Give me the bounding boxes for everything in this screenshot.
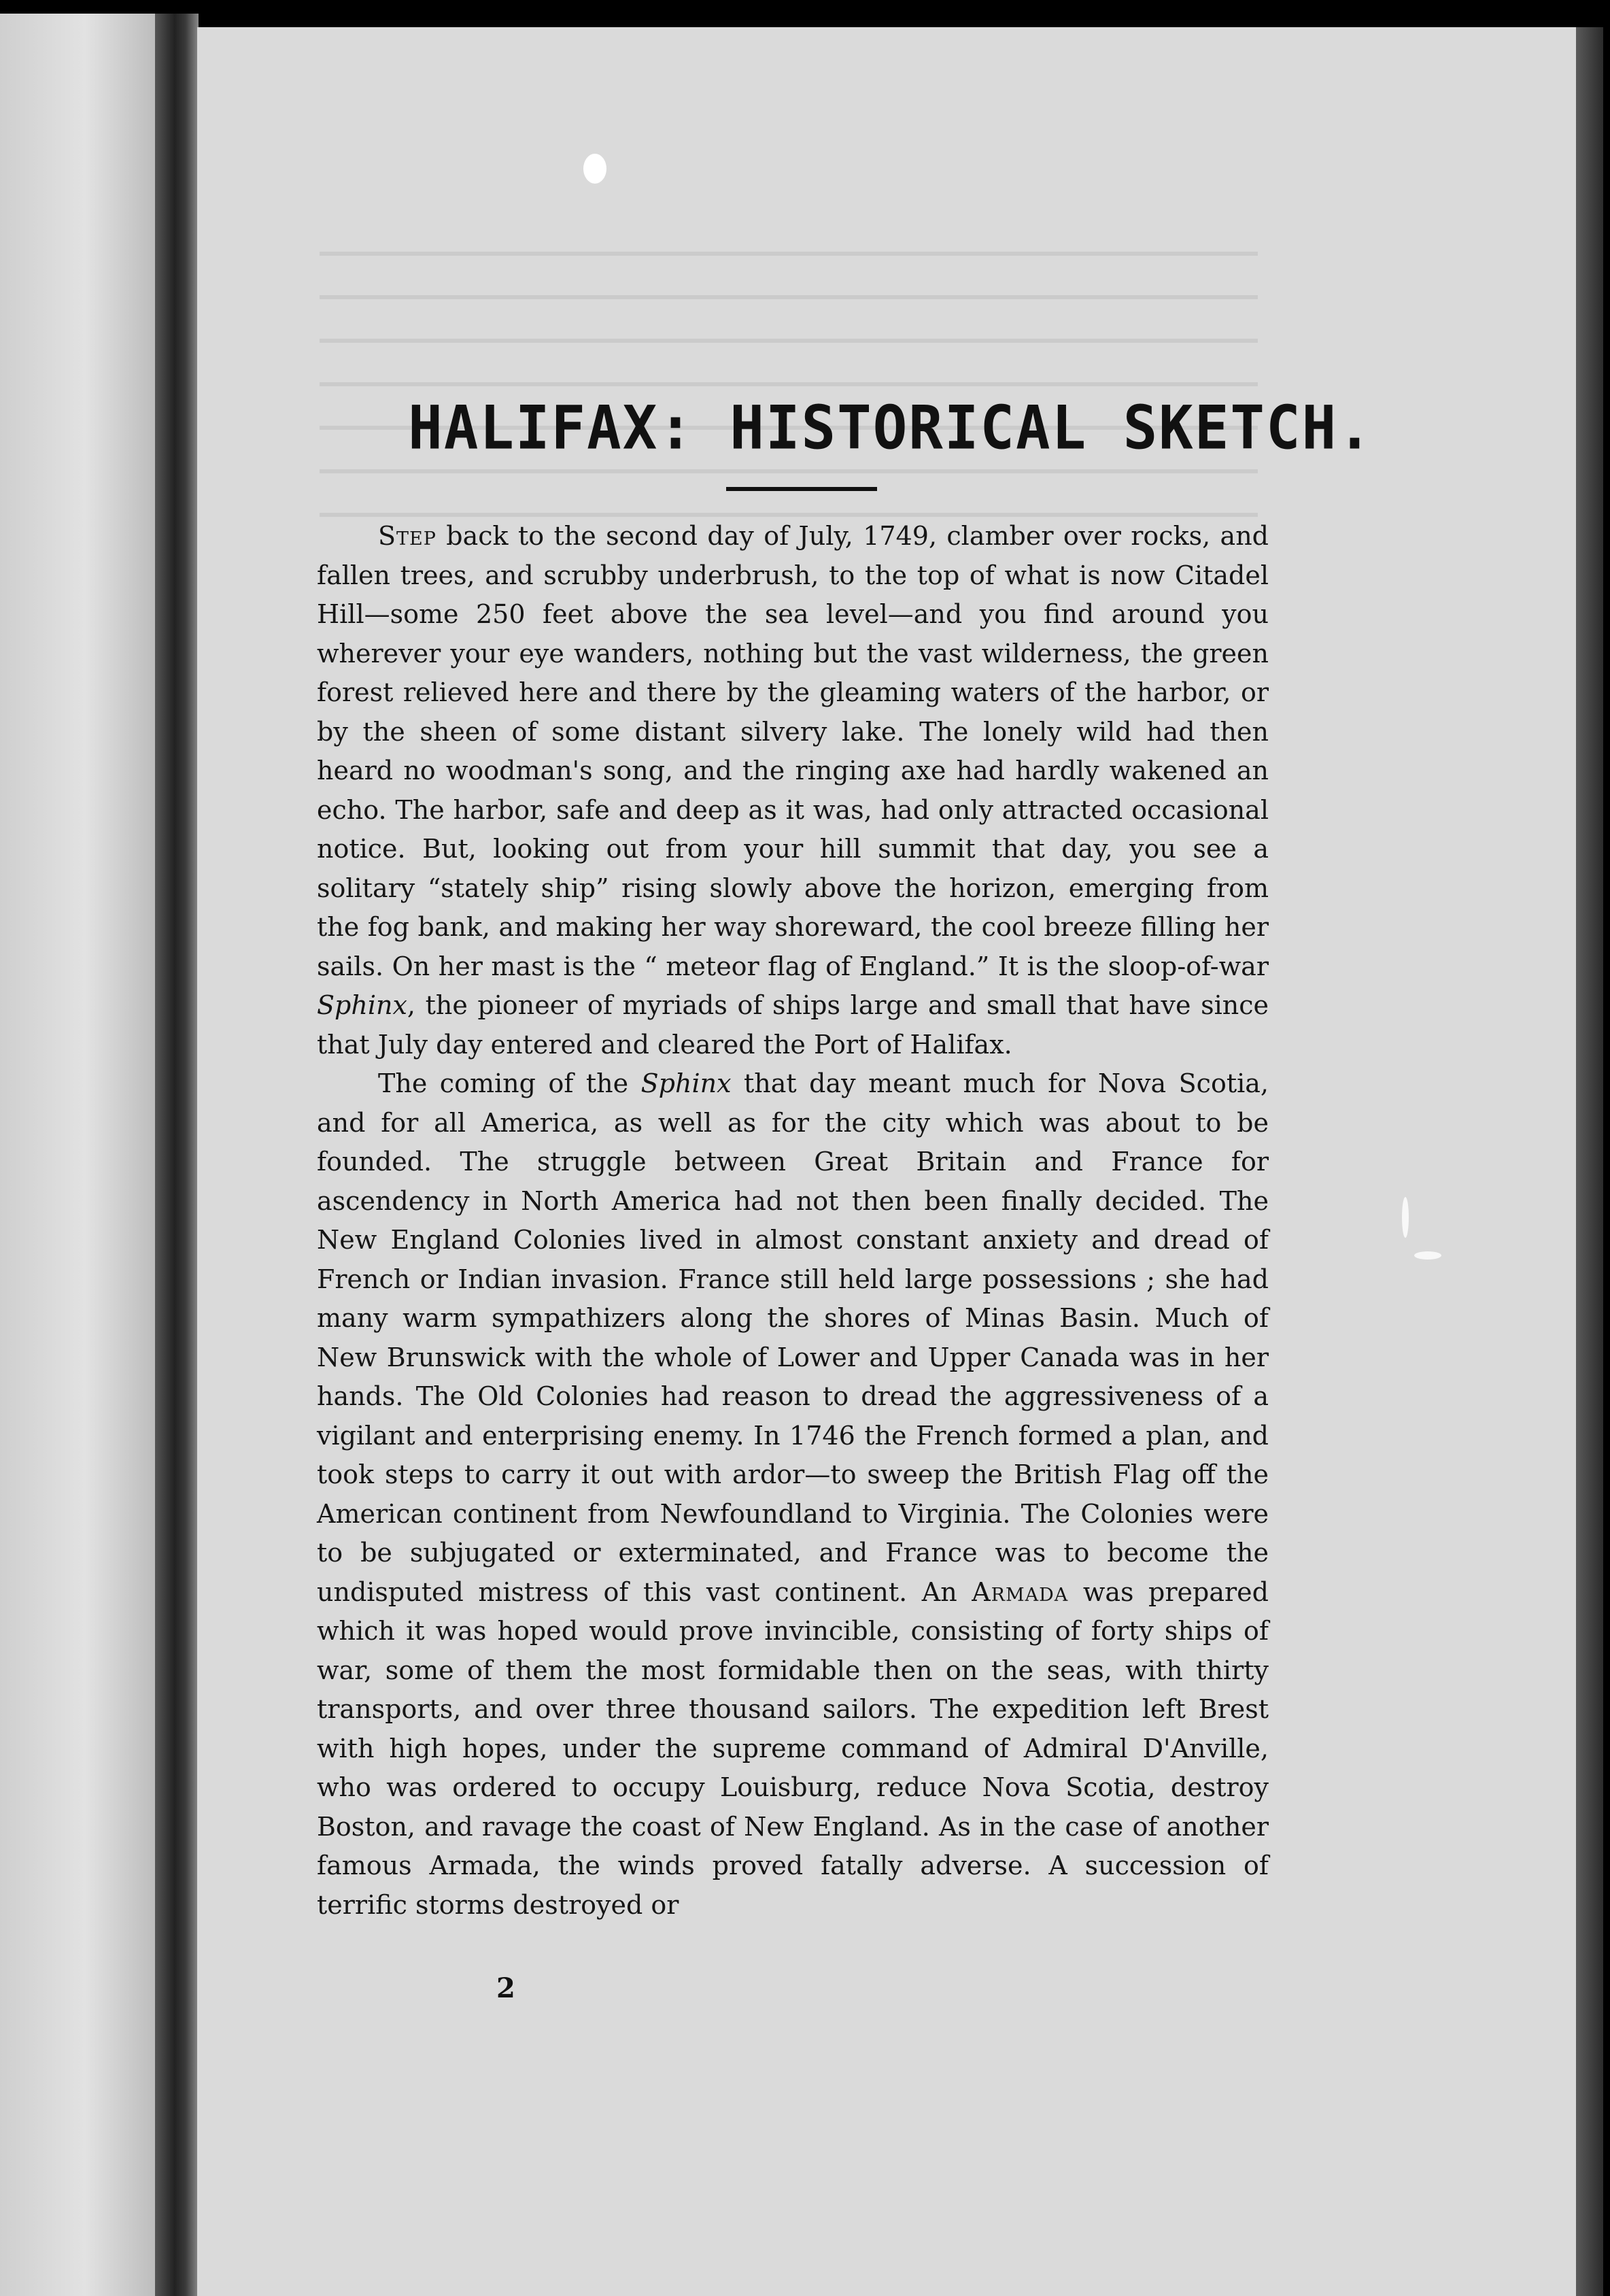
paragraph-1-text: back to the second day of July, 1749, clamber over rocks, and fallen trees, and scrubby underbrush, to the top of what is now Citadel Hill—some 250 feet above the sea level—and you find around you wherever your eye wanders, nothing but the vast wilderness, the green forest relieved here and there by the gleaming waters of the harbor, or by the sheen of some distant silvery lake. The lonely wild had then heard no woodman's song, and the ringing axe had hardly wakened an echo. The harbor, safe and deep as it was, had only attracted occasional notice. But, looking out from your hill summit that day, you see a solitary “stately ship” rising slowly above the horizon, emerging from the fog bank, and making her way shoreward, the cool breeze filling her sails. On her mast is the “ meteor flag of England.” It is the sloop-of-war: [317, 521, 1269, 981]
page-number: 2: [496, 1972, 515, 2004]
scan-speck: [583, 154, 606, 184]
scan-speck: [1402, 1197, 1409, 1238]
armada-word: Armada: [972, 1576, 1069, 1607]
ship-name: Sphinx: [317, 990, 407, 1020]
title-rule: [726, 487, 877, 491]
book-gutter: [155, 14, 199, 2296]
paragraph-2: [317, 1064, 1269, 1925]
page-edge: [1576, 27, 1603, 2296]
scan-top-border: [0, 0, 1610, 27]
scan-speck: [1414, 1251, 1441, 1260]
paragraph-2-pre: The coming of the: [378, 1068, 641, 1098]
body-text: [317, 517, 1269, 1925]
facing-page-strip: [0, 14, 155, 2296]
paragraph-2-tail: was prepared which it was hoped would prove invincible, consisting of forty ships of war, some of them the most formidable then on the seas, with thirty transports, and over three thousand sailors. The expedition left Brest with high hopes, under the supreme command of Admiral D'Anville, who was ordered to occupy Louisburg, reduce Nova Scotia, destroy Boston, and ravage the coast of New England. As in the case of another famous Armada, the winds proved fatally adverse. A succession of terrific storms destroyed or: [317, 1576, 1269, 1920]
paragraph-1-lead: Step: [378, 521, 436, 551]
paragraph-1-tail: , the pioneer of myriads of ships large and small that have since that July day entered and cleared the Port of Halifax.: [317, 990, 1269, 1060]
page-title: HALIFAX: HISTORICAL SKETCH.: [408, 392, 1373, 463]
ship-name: Sphinx: [640, 1068, 732, 1098]
paragraph-2-mid: that day meant much for Nova Scotia, and for all America, as well as for the city which was about to be founded. The struggle between Great Britain and France for ascendency in North America had not then been finally decided. The New England Colonies lived in almost constant anxiety and dread of French or Indian invasion. France still held large possessions ; she had many warm sympathizers along the shores of Minas Basin. Much of New Brunswick with the whole of Lower and Upper Canada was in her hands. The Old Colonies had reason to dread the aggressiveness of a vigilant and enterprising enemy. In 1746 the French formed a plan, and took steps to carry it out with ardor—to sweep the British Flag off the American continent from Newfoundland to Virginia. The Colonies were to be subjugated or exterminated, and France was to become the undisputed mistress of this vast continent. An: [317, 1068, 1269, 1607]
paragraph-1: [317, 517, 1269, 1064]
